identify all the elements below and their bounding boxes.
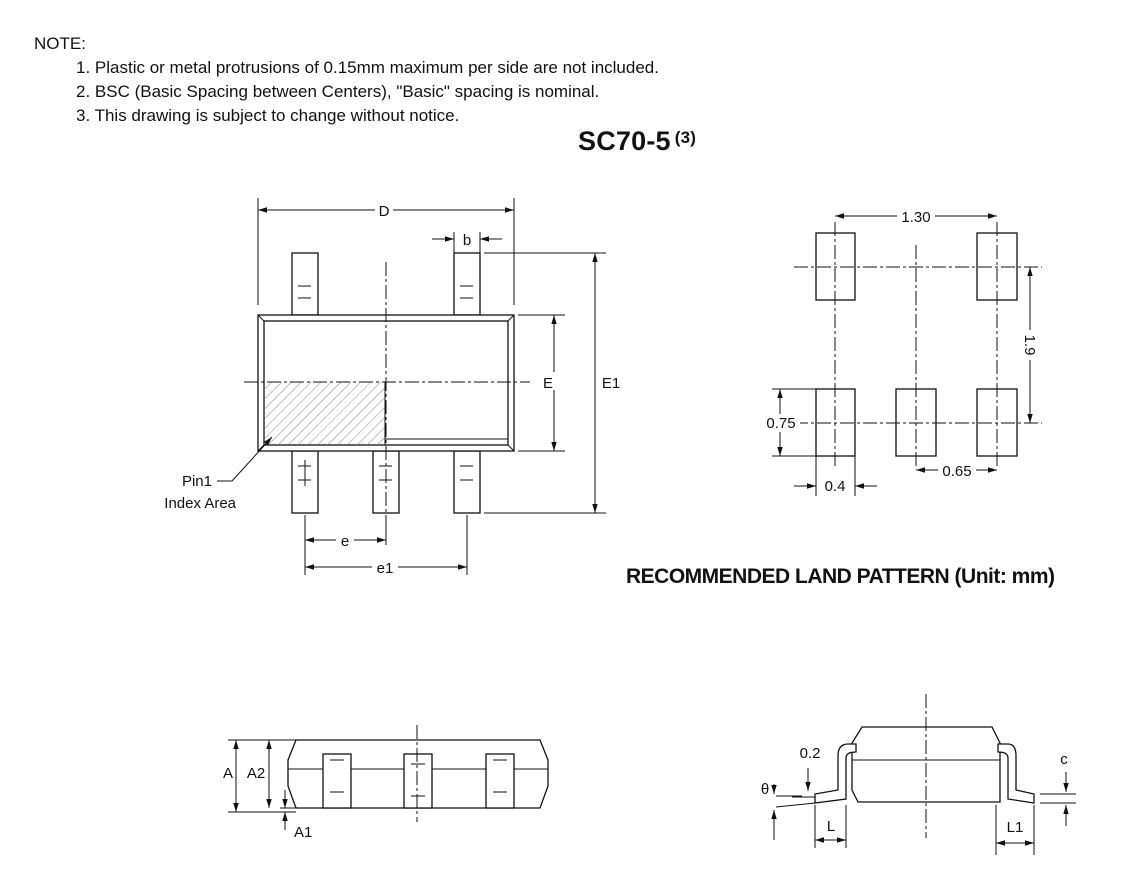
dim-pitch-label: 0.65 [942,463,972,480]
pin1-label-line1: Pin1 [181,473,212,490]
dim-e-label: e [340,533,350,550]
dim-A2-label: A2 [246,765,266,782]
bottom-lead-right [454,451,480,513]
dim-b-label: b [462,232,472,249]
bottom-lead-left [292,451,318,513]
dim-pitch-y-label: 1.9 [1021,334,1038,356]
side-lead-left [323,754,351,808]
dim-L-label: L [826,818,836,835]
package-name: SC70-5 [578,126,671,156]
dim-E-label: E [542,375,554,392]
note-item-2: 2. BSC (Basic Spacing between Centers), "Basic" spacing is nominal. [76,82,600,101]
top-lead-left [292,253,318,315]
pin1-hatch-area [264,382,385,445]
package-note-ref: (3) [674,128,697,147]
dim-theta-label: θ [760,781,770,798]
dim-pitch-x-label: 1.30 [901,209,931,226]
pin1-label-line2: Index Area [164,495,236,512]
top-lead-right [454,253,480,315]
dim-L1-label: L1 [1006,819,1024,836]
side-view [220,725,548,841]
top-view [164,198,623,577]
side-lead-right [486,754,514,808]
land-pattern-title: RECOMMENDED LAND PATTERN (Unit: mm) [626,565,1055,588]
note-title: NOTE: [34,34,86,53]
note-item-3: 3. This drawing is subject to change without notice. [76,106,460,125]
dim-pad-width-label: 0.4 [824,478,846,495]
dim-e1-label: e1 [376,560,394,577]
note-item-1: 1. Plastic or metal protrusions of 0.15mm maximum per side are not included. [76,58,659,77]
end-view [761,694,1076,855]
land-pattern-view [762,208,1042,496]
dim-pad-height-label: 0.75 [766,415,796,432]
dim-c-label: c [1060,751,1068,768]
dim-D-label: D [378,203,390,220]
end-lead-right [998,744,1034,803]
dim-A-label: A [222,765,234,782]
end-lead-left [815,744,856,803]
side-lead-middle [404,754,432,808]
dim-0.2-label: 0.2 [799,745,821,762]
dim-A1-label: A1 [294,824,313,841]
dim-E1-label: E1 [601,375,621,392]
